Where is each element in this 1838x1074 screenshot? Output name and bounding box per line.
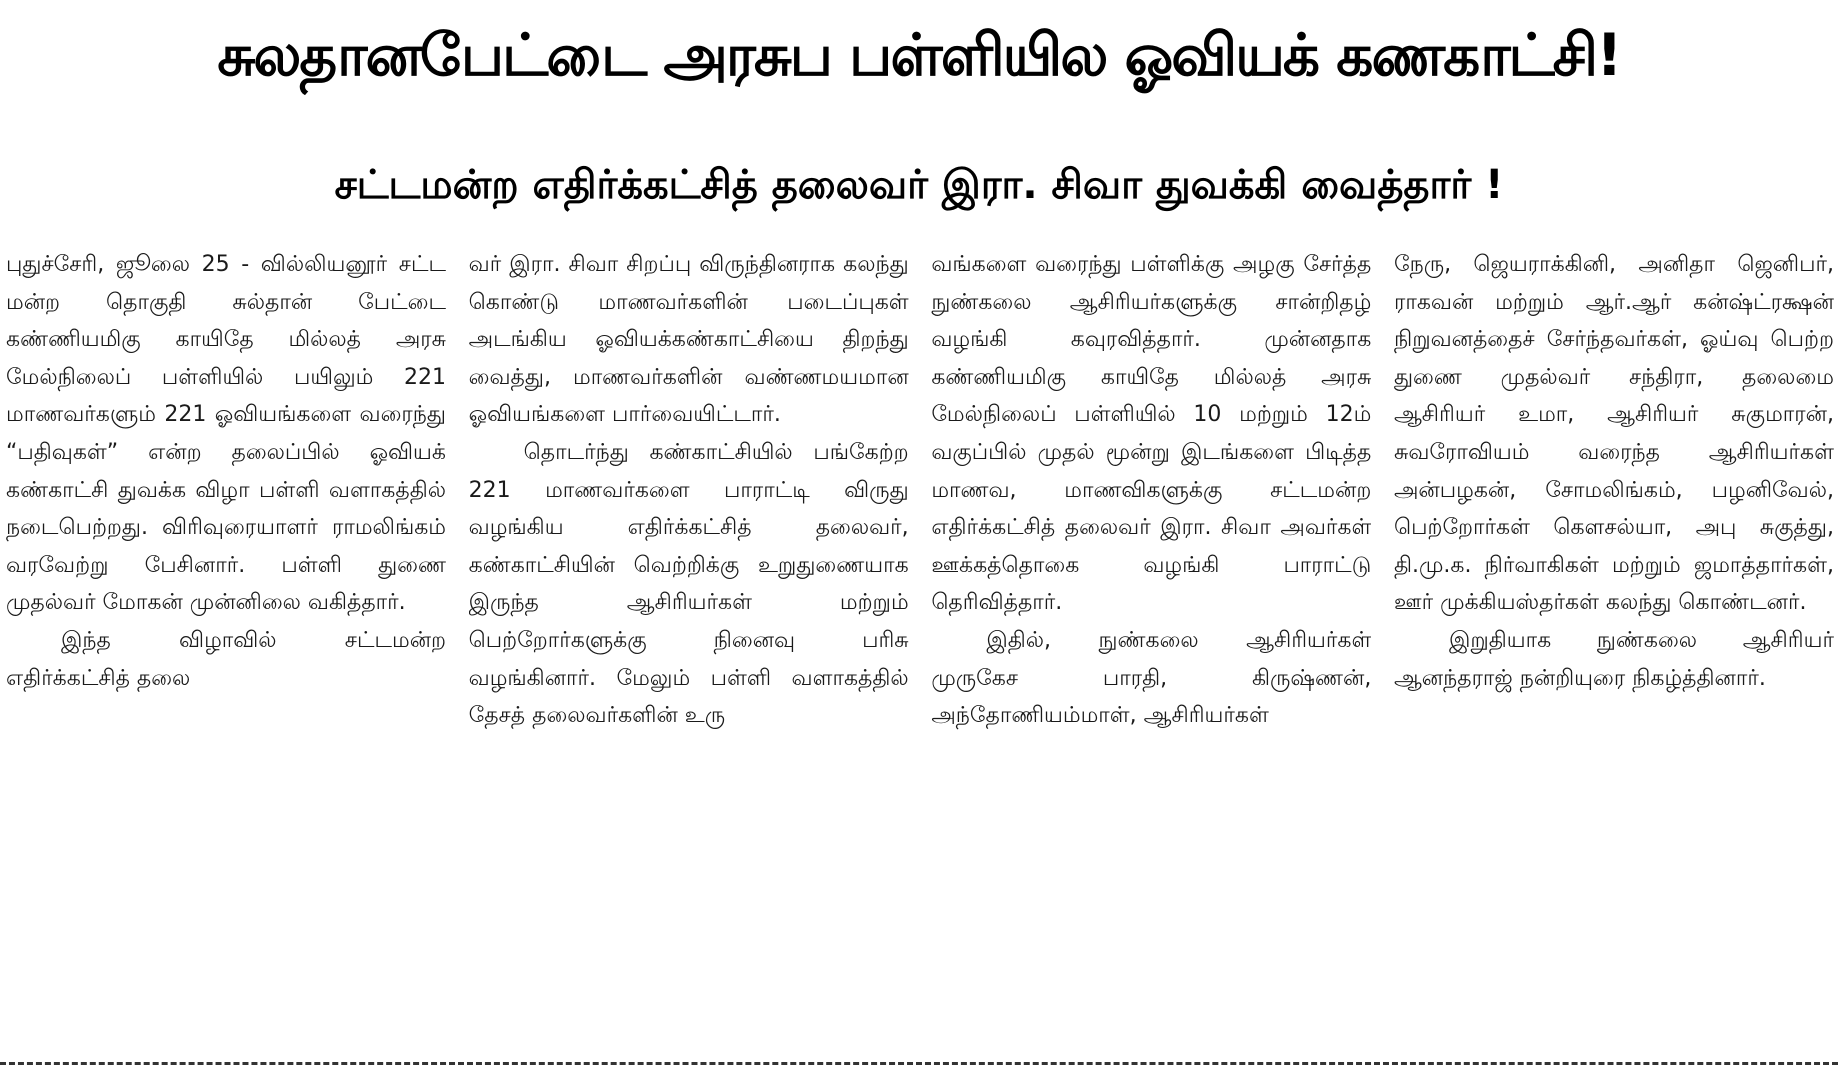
article-body [6,246,1834,1041]
text-column-2 [469,246,909,1041]
article-headline: சுலதானபேட்டை அரசுப பள்ளியில ஓவியக் கணகாட்சி! [217,21,1621,89]
paragraph: புதுச்சேரி, ஜூலை 25 - வில்லியனூர் சட்ட மன்ற தொகுதி சுல்தான் பேட்டை கண்ணியமிகு காயிதே மில்லத் அரசு மேல்நிலைப் பள்ளியில் பயிலும் 221 மாணவர்களும் 221 ஓவியங்களை வரைந்து “பதிவுகள்” என்ற தலைப்பில் ஓவியக் கண்காட்சி துவக்க விழா பள்ளி வளாகத்தில் நடைபெற்றது. விரிவுரையாளர் ராமலிங்கம் வரவேற்று பேசினார். பள்ளி துணை முதல்வர் மோகன் முன்னிலை வகித்தார். [6,252,446,616]
paragraph: இறுதியாக நுண்கலை ஆசிரியர் ஆனந்தராஜ் நன்றியுரை நிகழ்த்தினார். [1393,627,1834,691]
paragraph: வர் இரா. சிவா சிறப்பு விருந்தினராக கலந்து கொண்டு மாணவர்களின் படைப்புகள் அடங்கிய ஓவியக்கண்காட்சியை திறந்து வைத்து, மாணவர்களின் வண்ணமயமான ஓவியங்களை பார்வையிட்டார். [468,252,909,428]
paragraph: நேரு, ஜெயராக்கினி, அனிதா ஜெனிபர், ராகவன் மற்றும் ஆர்.ஆர் கன்ஷ்ட்ரக்ஷன் நிறுவனத்தைச் சேர்ந்தவர்கள், ஓய்வு பெற்ற துணை முதல்வர் சந்திரா, தலைமை ஆசிரியர் உமா, ஆசிரியர் சுகுமாரன், சுவரோவியம் வரைந்த ஆசிரியர்கள் அன்பழகன், சோமலிங்கம், பழனிவேல், பெற்றோர்கள் கௌசல்யா, அபு சுகுத்து, தி.மு.க. நிர்வாகிகள் மற்றும் ஜமாத்தார்கள், ஊர் முக்கியஸ்தர்கள் கலந்து கொண்டனர். [1393,252,1834,616]
text-column-3 [931,246,1371,1041]
text-column-4 [1394,246,1834,1041]
text-column-1 [6,246,446,1041]
paragraph: தொடர்ந்து கண்காட்சியில் பங்கேற்ற 221 மாணவர்களை பாராட்டி விருது வழங்கிய எதிர்க்கட்சித் தலைவர், கண்காட்சியின் வெற்றிக்கு உறுதுணையாக இருந்த ஆசிரியர்கள் மற்றும் பெற்றோர்களுக்கு நினைவு பரிசு வழங்கினார். மேலும் பள்ளி வளாகத்தில் தேசத் தலைவர்களின் உரு [468,439,909,729]
paragraph: இதில், நுண்கலை ஆசிரியர்கள் முருகேச பாரதி, கிருஷ்ணன், அந்தோணியம்மாள், ஆசிரியர்கள் [931,627,1372,729]
paragraph: இந்த விழாவில் சட்டமன்ற எதிர்க்கட்சித் தலை [6,627,446,691]
paragraph: வங்களை வரைந்து பள்ளிக்கு அழகு சேர்த்த நுண்கலை ஆசிரியர்களுக்கு சான்றிதழ் வழங்கி கவுரவித்தார். முன்னதாக கண்ணியமிகு காயிதே மில்லத் அரசு மேல்நிலைப் பள்ளியில் 10 மற்றும் 12ம் வகுப்பில் முதல் மூன்று இடங்களை பிடித்த மாணவ, மாணவிகளுக்கு சட்டமன்ற எதிர்க்கட்சித் தலைவர் இரா. சிவா அவர்கள் ஊக்கத்தொகை வழங்கி பாராட்டு தெரிவித்தார். [931,252,1372,616]
article-subheadline: சட்டமன்ற எதிர்க்கட்சித் தலைவர் இரா. சிவா துவக்கி வைத்தார் ! [334,161,1504,208]
dashed-divider [0,1062,1838,1065]
